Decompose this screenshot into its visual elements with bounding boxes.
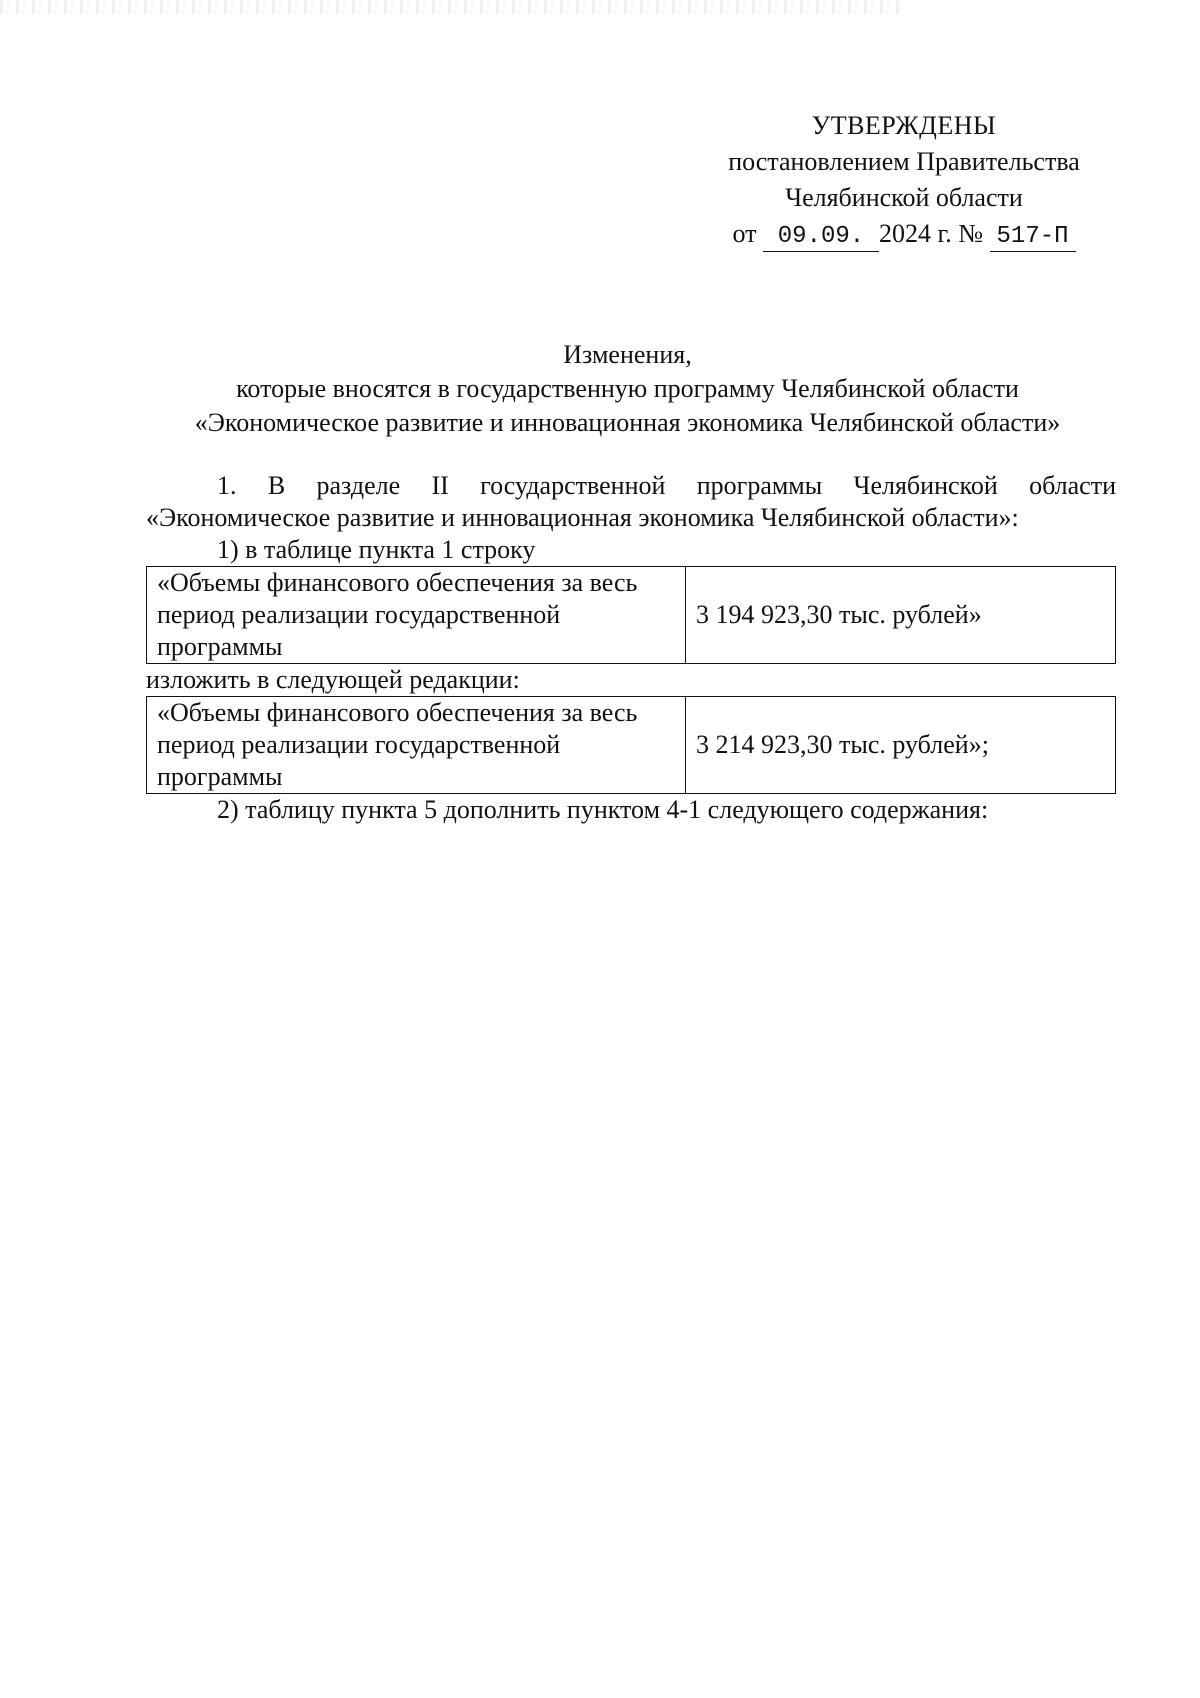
document-heading xyxy=(140,338,1115,440)
approval-line-2: Челябинской области xyxy=(785,183,1023,212)
heading-line-1: Изменения, xyxy=(563,340,692,369)
heading-line-2: которые вносятся в государственную программу Челябинской области xyxy=(236,374,1019,403)
new-row-value: 3 214 923,30 тыс. рублей»; xyxy=(686,697,1116,794)
approval-date-line xyxy=(694,216,1114,252)
approval-title: УТВЕРЖДЕНЫ xyxy=(811,111,997,140)
sub-item-1: 1) в таблице пункта 1 строку xyxy=(217,535,536,564)
new-row-label: «Объемы финансового обеспечения за весь период реализации государственной программы xyxy=(147,697,686,794)
scan-artifact xyxy=(0,0,900,14)
replace-text: изложить в следующей редакции: xyxy=(146,665,520,694)
old-row-value: 3 194 923,30 тыс. рублей» xyxy=(686,567,1116,664)
approval-stamp xyxy=(694,108,1114,252)
heading-line-3: «Экономическое развитие и инновационная экономика Челябинской области» xyxy=(194,408,1061,437)
new-row-table xyxy=(146,696,1116,794)
old-row-label: «Объемы финансового обеспечения за весь период реализации государственной программы xyxy=(147,567,686,664)
date-prefix: от xyxy=(732,219,757,248)
sub-item-2: 2) таблицу пункта 5 дополнить пунктом 4-1 следующего содержания: xyxy=(217,795,989,824)
date-year: 2024 г. № xyxy=(878,219,984,248)
table-row xyxy=(147,567,1116,664)
date-value: 09.09. xyxy=(763,223,879,252)
item-1-line-1: 1. В разделе II государственной программы Челябинской области xyxy=(217,471,1116,500)
old-row-table xyxy=(146,566,1116,664)
table-row xyxy=(147,697,1116,794)
document-body xyxy=(146,470,1116,826)
decree-number: 517-П xyxy=(990,223,1076,252)
approval-line-1: постановлением Правительства xyxy=(728,147,1080,176)
item-1-line-2: «Экономическое развитие и инновационная экономика Челябинской области»: xyxy=(146,503,1019,532)
